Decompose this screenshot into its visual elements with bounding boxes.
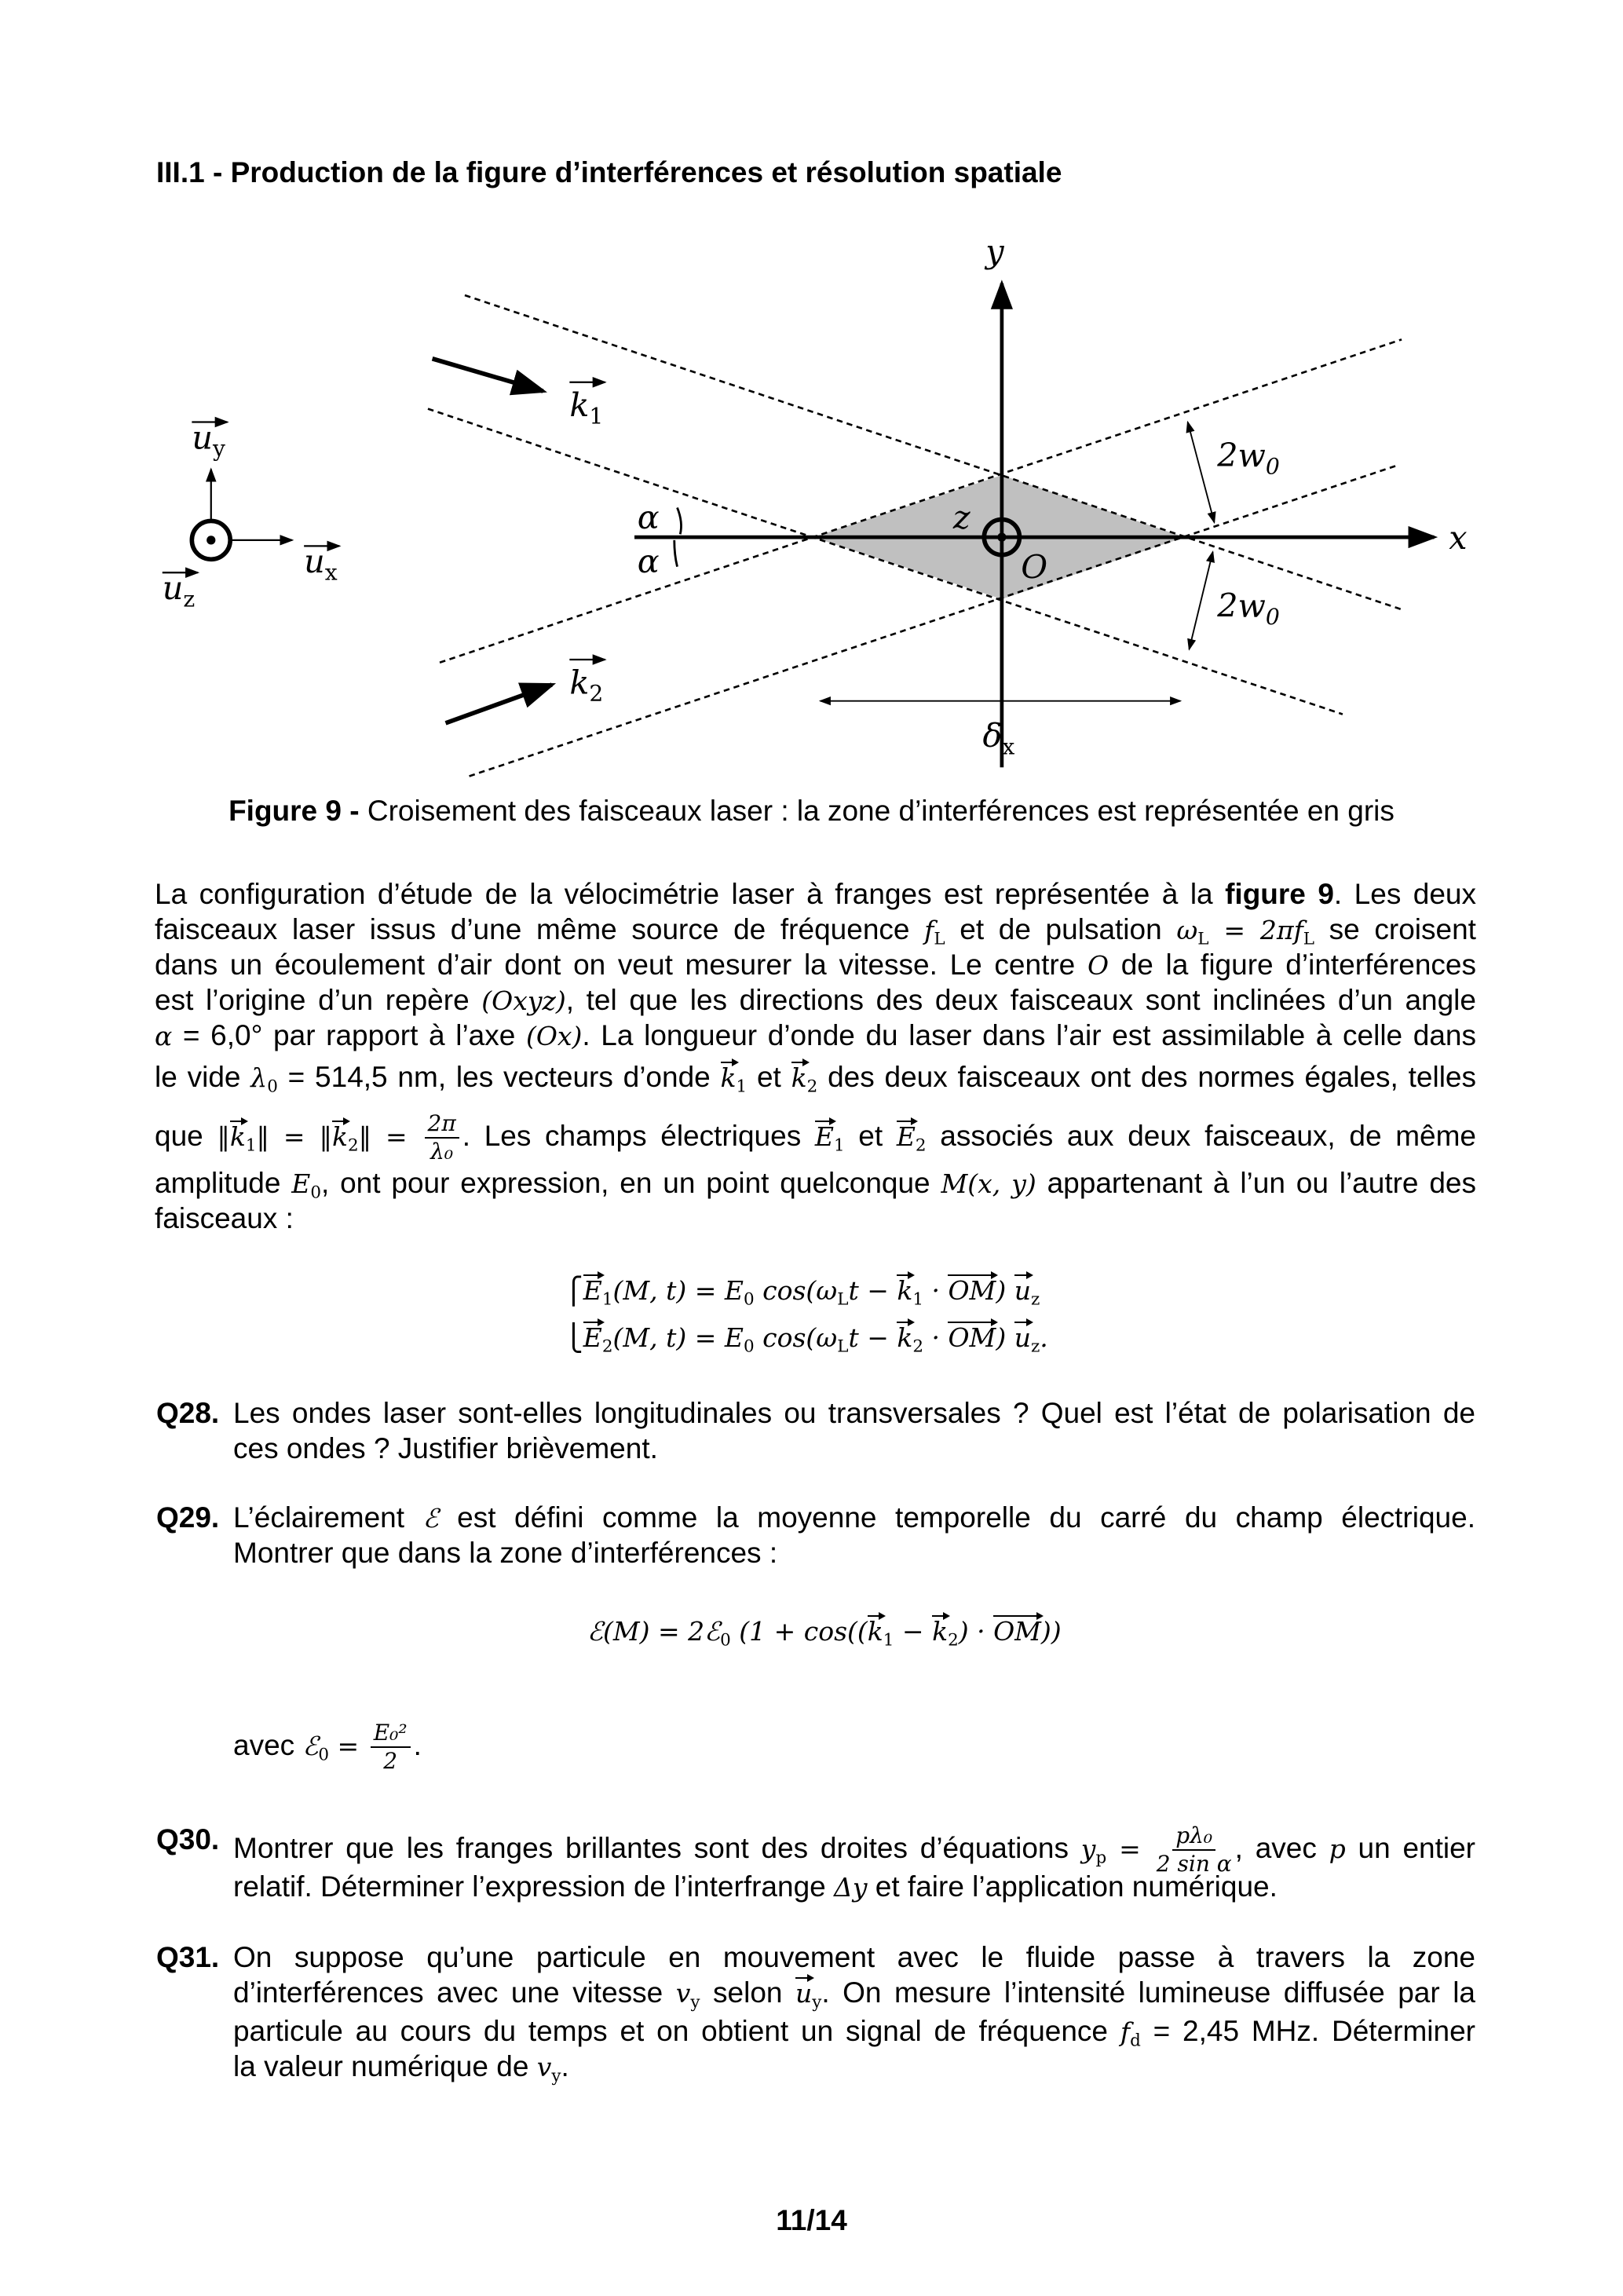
text-run: .: [561, 2050, 569, 2082]
math-symbol: )): [1040, 1616, 1062, 1647]
math-expression: [848, 1275, 897, 1307]
math-symbol: ℰ(M) = 2ℰ: [587, 1616, 721, 1647]
text-run: d’interférences avec une vitesse: [233, 1976, 676, 2009]
math-symbol: v: [536, 2052, 552, 2082]
math-subscript: [837, 1322, 849, 1357]
vector: [896, 1120, 927, 1156]
text-run: Montrer que dans la zone d’interférences :: [233, 1537, 778, 1569]
math-symbol: .: [1040, 1322, 1048, 1353]
question-line: [233, 1870, 1278, 1905]
vector: [948, 1275, 996, 1307]
math-expression: [155, 1019, 172, 1051]
section-title: III.1 - Production de la figure d’interférences et résolution spatiale: [156, 156, 1062, 188]
svg-text:O: O: [1021, 548, 1048, 587]
subscript: L: [837, 1336, 849, 1357]
vector-symbol: k: [791, 1062, 807, 1093]
svg-text:α: α: [637, 543, 660, 581]
subscript: 1: [736, 1077, 748, 1097]
math-subscript: [690, 1978, 700, 2013]
vector-symbol: k: [867, 1616, 883, 1647]
svg-text:2w0: $2w_0$: [1217, 436, 1280, 480]
math-symbol: = 2π: [1208, 915, 1294, 945]
math-expression: [291, 1167, 321, 1203]
math-expression: [731, 1616, 868, 1647]
bold-text: figure 9: [1225, 878, 1334, 910]
question-line: [233, 1976, 1475, 2020]
math-symbol: α: [155, 1021, 173, 1051]
math-subscript: [551, 2052, 561, 2086]
text-run: que: [155, 1119, 217, 1152]
math-symbol: E: [291, 1168, 311, 1199]
math-expression: [1120, 2015, 1141, 2051]
question-line: [233, 1501, 1475, 1536]
question-label: Q28.: [156, 1397, 220, 1429]
math-expression: [302, 1729, 330, 1765]
vector: [229, 1120, 257, 1156]
math-symbol: ℰ: [302, 1730, 319, 1761]
math-symbol: t −: [848, 1275, 897, 1306]
math-symbol: ‖ = ‖: [256, 1121, 332, 1152]
subscript: 0: [267, 1077, 278, 1097]
math-subscript: [743, 1322, 755, 1357]
math-expression: [675, 1976, 700, 2013]
math-symbol: ⎧: [564, 1275, 583, 1306]
text-run: associés aux deux faisceaux, de même: [926, 1119, 1476, 1152]
subscript: 0: [318, 1745, 330, 1765]
math-subscript: [912, 1322, 923, 1357]
subscript: d: [1130, 2031, 1141, 2051]
subscript: L: [934, 929, 945, 949]
text-run: . La longueur d’onde du laser dans l’air est assimilable à celle dans: [582, 1019, 1476, 1051]
text-run: avec: [233, 1728, 303, 1761]
vector-symbol: k: [331, 1121, 348, 1152]
vector: [791, 1061, 818, 1097]
math-symbol: cos(ω: [754, 1322, 838, 1353]
vector: [948, 1322, 996, 1354]
subscript: y: [690, 1992, 700, 2013]
vector: [720, 1061, 748, 1097]
subscript: 1: [245, 1135, 257, 1156]
vector-symbol: E: [583, 1275, 602, 1306]
math-subscript: [915, 1121, 927, 1156]
vector-symbol: E: [814, 1121, 834, 1152]
subscript: 1: [912, 1289, 923, 1310]
math-subscript: [1197, 915, 1209, 949]
text-run: appartenant à l’un ou l’autre des: [1036, 1167, 1476, 1199]
math-symbol: ⎩: [564, 1322, 583, 1353]
svg-text:uz: $u_z$: [162, 569, 196, 612]
paragraph-line: [155, 983, 1476, 1018]
vector-symbol: E: [583, 1322, 602, 1353]
figure-9-diagram: [133, 221, 1490, 782]
fraction-denominator: 2 sin α: [1156, 1851, 1232, 1877]
math-subscript: [318, 1731, 330, 1765]
text-run: et: [747, 1061, 791, 1093]
text-run: .: [413, 1728, 422, 1761]
vector-symbol: E: [896, 1121, 916, 1152]
fraction-numerator: E₀²: [371, 1720, 411, 1748]
math-expression: [923, 1322, 948, 1354]
fraction-numerator: 2π: [425, 1110, 459, 1139]
math-subscript: [1130, 2016, 1141, 2051]
subscript: y: [812, 1992, 822, 2013]
text-run: amplitude: [155, 1167, 292, 1199]
vector: [814, 1120, 845, 1156]
math-subscript: [883, 1616, 894, 1651]
text-run: = 6,0° par rapport à l’axe: [172, 1019, 526, 1051]
svg-text:k1: $k_1$: [569, 386, 604, 430]
text-run: L’éclairement: [233, 1501, 423, 1534]
vector-symbol: k: [720, 1062, 737, 1093]
svg-text:2w0: $2w_0$: [1217, 587, 1280, 630]
svg-text:x: x: [1449, 519, 1468, 558]
math-expression: [894, 1616, 932, 1647]
vector: [897, 1275, 923, 1310]
math-expression: [564, 1275, 583, 1307]
math-symbol: −: [894, 1616, 933, 1647]
subscript: 1: [601, 1289, 613, 1310]
k1-arrow: [433, 359, 543, 391]
math-subscript: [948, 1616, 959, 1651]
vector: [583, 1322, 613, 1357]
math-subscript: [1030, 1275, 1040, 1310]
math-subscript: [1030, 1322, 1040, 1357]
text-run: Montrer que les franges brillantes sont des droites d’équations: [233, 1831, 1081, 1864]
text-run: et de pulsation: [945, 913, 1177, 945]
text-run: = 514,5 nm, les vecteurs d’onde: [277, 1061, 721, 1093]
math-subscript: [934, 915, 945, 949]
question-line: [233, 1940, 1475, 1975]
vector: [1014, 1322, 1040, 1357]
math-symbol: M(x, y): [941, 1168, 1036, 1199]
math-expression: [612, 1322, 755, 1357]
svg-text:ux: $u_x$: [304, 543, 338, 586]
math-expression: [359, 1120, 422, 1152]
math-expression: [923, 1275, 948, 1307]
math-subscript: [1095, 1834, 1107, 1868]
question-label: Q29.: [156, 1501, 220, 1534]
text-run: . On mesure l’intensité lumineuse diffusée par la: [821, 1976, 1475, 2009]
text-run: , tel que les directions des deux faisceaux sont inclinées d’un angle: [565, 984, 1476, 1016]
math-symbol: f: [924, 915, 934, 945]
math-subscript: [743, 1275, 755, 1310]
math-symbol: ‖: [217, 1121, 230, 1152]
math-symbol: =: [1106, 1833, 1153, 1864]
math-expression: [329, 1729, 367, 1761]
math-expression: [754, 1275, 849, 1310]
math-subscript: [837, 1275, 849, 1310]
text-run: selon: [700, 1976, 795, 2009]
subscript: z: [1030, 1289, 1040, 1310]
text-run: un entier: [1345, 1831, 1476, 1864]
svg-text:δx: $\delta_x$: [982, 716, 1015, 760]
math-expression: [924, 913, 945, 949]
question-line: [233, 1431, 658, 1466]
math-symbol: (M, t) = E: [612, 1322, 744, 1353]
math-symbol: p: [1329, 1833, 1346, 1864]
subscript: L: [1197, 929, 1209, 949]
text-run: relatif. Déterminer l’expression de l’interfrange: [233, 1870, 835, 1903]
math-subscript: [1303, 915, 1315, 949]
math-expression: [564, 1322, 583, 1354]
vector-symbol: k: [897, 1322, 913, 1353]
math-symbol: y: [1080, 1833, 1096, 1864]
subscript: 1: [833, 1135, 845, 1156]
math-expression: [1209, 913, 1294, 945]
math-expression: [754, 1322, 849, 1357]
math-expression: [996, 1322, 1014, 1354]
k2-arrow: [446, 685, 552, 723]
subscript: 2: [915, 1135, 927, 1156]
math-symbol: ·: [923, 1322, 949, 1353]
math-subscript: [310, 1168, 321, 1203]
question-line: [233, 1720, 422, 1775]
math-expression: [217, 1120, 230, 1152]
question-line: [233, 1396, 1475, 1431]
question-label: Q31.: [156, 1941, 220, 1973]
text-run: la valeur numérique de: [233, 2050, 537, 2082]
math-symbol: ): [996, 1275, 1014, 1306]
math-subscript: [812, 1978, 822, 2013]
vector: [331, 1120, 359, 1156]
math-expression: [257, 1120, 332, 1152]
math-expression: [1176, 913, 1209, 949]
text-run: le vide: [155, 1061, 251, 1093]
vector-symbol: OM: [993, 1616, 1041, 1647]
math-subscript: [601, 1322, 613, 1357]
math-symbol: (Oxyz): [481, 985, 566, 1016]
paragraph-line: [155, 1110, 1476, 1165]
caption-text: Croisement des faisceaux laser : la zone d’interférences est représentée en gris: [359, 795, 1395, 827]
subscript: y: [551, 2066, 561, 2086]
math-subscript: [347, 1121, 359, 1156]
text-run: et faire l’application numérique.: [867, 1870, 1278, 1903]
vector-symbol: k: [932, 1616, 949, 1647]
text-run: est défini comme la moyenne temporelle du carré du champ électrique.: [438, 1501, 1475, 1534]
math-expression: [1080, 1832, 1107, 1868]
vector: [993, 1616, 1041, 1647]
text-run: de la figure d’interférences: [1109, 949, 1476, 981]
vector-symbol: OM: [948, 1275, 996, 1306]
vector: [932, 1616, 959, 1651]
svg-text:y: y: [985, 232, 1004, 271]
text-run: , ont pour expression, en un point quelconque: [321, 1167, 941, 1199]
text-run: Les ondes laser sont-elles longitudinales ou transversales ? Quel est l’état de polarisation de: [233, 1397, 1475, 1429]
vector: [583, 1275, 613, 1310]
fraction-numerator: pλ₀: [1172, 1823, 1215, 1851]
math-subscript: [720, 1616, 731, 1651]
math-expression: [1329, 1832, 1346, 1864]
math-expression: [587, 1616, 731, 1651]
text-run: = 2,45 MHz. Déterminer: [1140, 2015, 1475, 2047]
field-equation-1: [564, 1274, 1040, 1317]
subscript: p: [1095, 1848, 1107, 1868]
math-symbol: v: [675, 1978, 691, 2009]
vector-symbol: OM: [948, 1322, 996, 1353]
paragraph-line: [155, 1201, 294, 1236]
math-expression: [612, 1275, 755, 1310]
math-expression: [834, 1870, 867, 1903]
math-symbol: ): [996, 1322, 1014, 1353]
text-run: La configuration d’étude de la vélocimétrie laser à franges est représentée à la: [155, 878, 1226, 910]
vector-symbol: k: [897, 1275, 913, 1306]
text-run: des deux faisceaux ont des normes égales, telles: [817, 1061, 1477, 1093]
text-run: On suppose qu’une particule en mouvement avec le fluide passe à travers la zone: [233, 1941, 1475, 1973]
math-symbol: Δy: [834, 1872, 868, 1903]
text-run: ces ondes ? Justifier brièvement.: [233, 1432, 658, 1464]
subscript: 2: [347, 1135, 359, 1156]
basis-icon: [192, 470, 292, 560]
math-expression: [959, 1616, 993, 1647]
math-expression: [848, 1322, 897, 1354]
svg-text:z: z: [952, 498, 971, 536]
math-expression: [481, 984, 565, 1016]
math-symbol: =: [329, 1730, 367, 1761]
vector: [897, 1322, 923, 1357]
subscript: 2: [806, 1077, 818, 1097]
math-subscript: [912, 1275, 923, 1310]
caption-label: Figure 9 -: [228, 795, 360, 827]
vector-symbol: u: [1014, 1322, 1031, 1353]
illumination-equation: [587, 1614, 1062, 1658]
math-expression: [1106, 1832, 1153, 1864]
math-expression: [526, 1019, 582, 1051]
fraction: [371, 1720, 411, 1775]
paragraph-line: [155, 1018, 1476, 1054]
subscript: L: [1303, 929, 1315, 949]
math-symbol: (Ox): [525, 1021, 583, 1051]
fraction-denominator: 2: [383, 1748, 398, 1774]
subscript: 2: [912, 1336, 923, 1357]
question-line: [233, 2049, 569, 2093]
fraction-denominator: λ₀: [430, 1139, 454, 1164]
subscript: 0: [310, 1183, 321, 1203]
vector: [867, 1616, 894, 1651]
question-line: [233, 1536, 777, 1570]
math-subscript: [601, 1275, 613, 1310]
math-symbol: ℰ: [422, 1503, 439, 1534]
math-symbol: O: [1087, 950, 1109, 981]
math-expression: [1041, 1616, 1062, 1647]
text-run: se croisent: [1314, 913, 1476, 945]
math-symbol: (1 + cos((: [730, 1616, 868, 1647]
vector: [1014, 1275, 1040, 1310]
math-subscript: [245, 1121, 257, 1156]
math-expression: [423, 1501, 439, 1534]
subscript: 2: [948, 1630, 959, 1651]
math-symbol: f: [1293, 915, 1303, 945]
math-symbol: ω: [1176, 915, 1198, 945]
math-expression: [1293, 913, 1315, 949]
figure-caption: [0, 794, 1623, 828]
text-run: faisceaux :: [155, 1202, 294, 1234]
subscript: 1: [883, 1630, 894, 1651]
math-subscript: [736, 1062, 748, 1097]
text-run: particule au cours du temps et on obtient un signal de fréquence: [233, 2015, 1120, 2047]
text-run: est l’origine d’un repère: [155, 984, 482, 1016]
math-subscript: [806, 1062, 818, 1097]
math-expression: [1040, 1322, 1048, 1354]
math-symbol: λ: [250, 1062, 268, 1093]
question-label: Q30.: [156, 1823, 220, 1855]
fraction: [425, 1110, 459, 1165]
math-symbol: t −: [848, 1322, 897, 1353]
subscript: z: [1030, 1336, 1040, 1357]
math-expression: [941, 1167, 1036, 1199]
math-symbol: ·: [923, 1275, 949, 1306]
page-number: 11/14: [776, 2204, 847, 2236]
math-symbol: f: [1120, 2016, 1131, 2047]
paragraph-line: [155, 1060, 1476, 1104]
vector: [795, 1976, 822, 2013]
text-run: . Les champs électriques: [462, 1119, 815, 1152]
math-symbol: ) ·: [958, 1616, 994, 1647]
text-run: faisceaux laser issus d’une même source de fréquence: [155, 913, 925, 945]
text-run: et: [844, 1119, 897, 1152]
text-run: dans un écoulement d’air dont on veut mesurer la vitesse. Le centre: [155, 949, 1087, 981]
vector-symbol: k: [229, 1121, 246, 1152]
svg-text:α: α: [637, 498, 660, 536]
svg-text:k2: $k_2$: [569, 664, 604, 707]
paragraph-line: [155, 1166, 1476, 1210]
math-expression: [250, 1061, 278, 1097]
paragraph-line: [155, 948, 1476, 983]
math-symbol: ‖ =: [358, 1121, 422, 1152]
subscript: 0: [743, 1289, 755, 1310]
vector-symbol: u: [795, 1978, 813, 2009]
math-symbol: cos(ω: [754, 1275, 838, 1306]
subscript: 0: [720, 1630, 731, 1651]
subscript: 0: [743, 1336, 755, 1357]
math-symbol: (M, t) = E: [612, 1275, 744, 1306]
paragraph-line: [155, 877, 1476, 912]
math-subscript: [267, 1062, 278, 1097]
svg-text:uy: $u_y$: [192, 419, 225, 462]
field-equation-2: [564, 1321, 1048, 1364]
vector-symbol: u: [1014, 1275, 1031, 1306]
math-expression: [1087, 949, 1109, 981]
text-run: . Les deux: [1333, 878, 1477, 910]
math-subscript: [833, 1121, 845, 1156]
text-run: , avec: [1234, 1831, 1329, 1864]
subscript: 2: [601, 1336, 613, 1357]
subscript: L: [837, 1289, 849, 1310]
math-expression: [996, 1275, 1014, 1307]
math-expression: [536, 2050, 561, 2086]
